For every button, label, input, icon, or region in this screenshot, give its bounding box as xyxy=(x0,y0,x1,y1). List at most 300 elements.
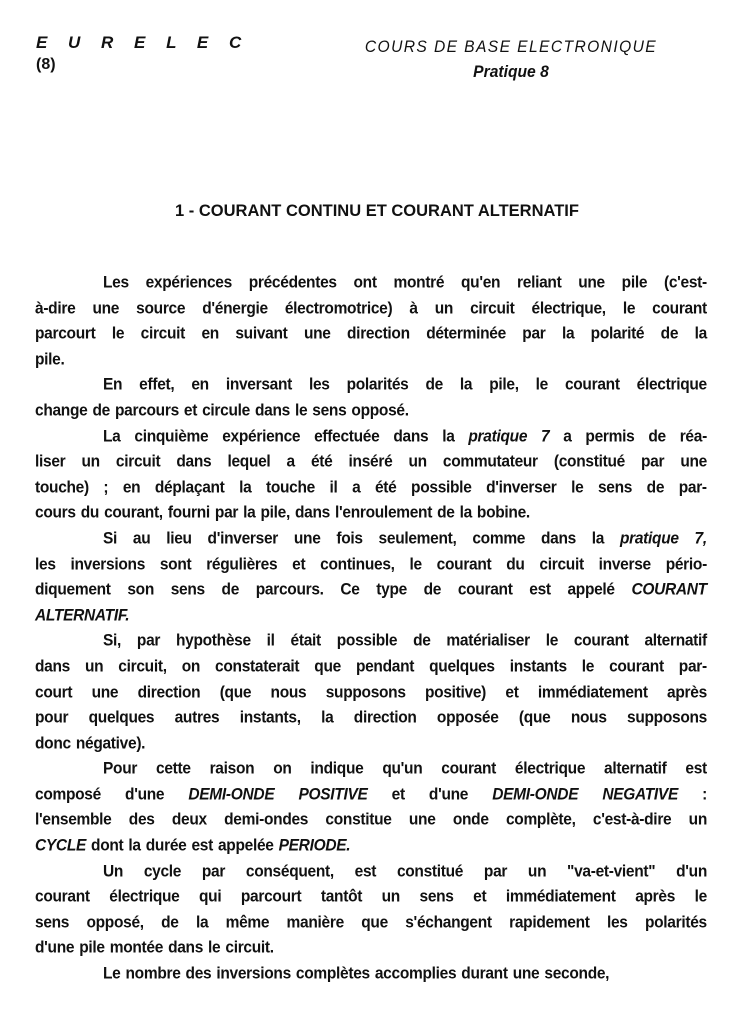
word: été xyxy=(310,452,333,471)
word: (que xyxy=(219,682,252,702)
word: été xyxy=(374,477,397,497)
word: possible xyxy=(336,631,398,651)
word: électrique xyxy=(514,759,586,779)
word: positive) xyxy=(425,682,487,702)
word: un xyxy=(688,810,707,830)
word: dans xyxy=(176,452,212,471)
word: commutateur xyxy=(442,452,538,471)
word: manière xyxy=(286,912,344,932)
word: bobine. xyxy=(476,503,530,523)
word: cinquième xyxy=(134,426,209,446)
emphasis-word: 7 xyxy=(541,426,550,446)
word: Ce xyxy=(340,580,360,599)
word: la xyxy=(195,912,209,932)
word: la xyxy=(561,324,575,344)
emphasis-word: COURANT xyxy=(631,580,707,599)
word: d'une xyxy=(125,784,165,804)
word: après xyxy=(635,887,676,907)
word: fois xyxy=(336,529,363,548)
word: circuit xyxy=(140,324,186,344)
word: seulement, xyxy=(378,529,457,548)
word: le xyxy=(294,401,308,420)
word: hypothèse xyxy=(175,631,251,651)
word: touche) xyxy=(35,477,89,497)
word: polarité xyxy=(590,324,645,344)
word: conséquent, xyxy=(245,861,334,881)
word: en xyxy=(191,375,209,395)
word: circuit, xyxy=(118,657,167,676)
word: la xyxy=(694,324,707,344)
word: c'est-à-dire xyxy=(592,810,672,830)
word: Pour xyxy=(103,759,138,779)
word: ont xyxy=(353,273,377,292)
word: cours xyxy=(35,503,76,523)
word: (que xyxy=(518,708,551,727)
word: pile, xyxy=(260,503,290,523)
word: le xyxy=(535,375,548,395)
word: cycle xyxy=(143,861,182,881)
word: est xyxy=(191,836,213,855)
word: pendant xyxy=(355,657,415,676)
word: constitué xyxy=(396,861,464,881)
word: est xyxy=(529,580,551,599)
section-title: 1 - COURANT CONTINU ET COURANT ALTERNATIF xyxy=(175,202,579,220)
emphasis-word: DEMI-ONDE xyxy=(188,784,275,804)
word: la xyxy=(239,477,252,497)
word: une xyxy=(303,324,331,344)
word: effectuée xyxy=(314,426,380,446)
word: rapidement xyxy=(509,912,590,932)
word: a xyxy=(286,452,295,471)
word: effet, xyxy=(139,375,175,395)
word: une xyxy=(91,682,119,702)
word: il xyxy=(266,631,275,651)
word: onde xyxy=(452,810,489,830)
word: après xyxy=(667,682,707,702)
word: de xyxy=(648,426,666,446)
word: on xyxy=(181,657,201,676)
word: courant xyxy=(652,298,707,318)
word: parcours xyxy=(114,401,179,420)
word: la xyxy=(128,836,141,855)
word: Les xyxy=(103,273,129,292)
word: opposé. xyxy=(351,401,409,420)
word: le xyxy=(571,477,584,497)
word: type xyxy=(376,580,407,599)
word: par xyxy=(483,861,508,881)
word: la xyxy=(321,708,334,727)
word: le xyxy=(545,631,559,651)
word: que xyxy=(361,912,388,932)
word: de xyxy=(646,477,665,497)
practice-label: Pratique 8 xyxy=(473,62,549,81)
word: son xyxy=(127,580,155,599)
word: parcours. xyxy=(255,580,324,599)
word: opposé, xyxy=(86,912,144,932)
word: alternatif xyxy=(644,631,707,651)
word: courant xyxy=(573,631,629,651)
word: immédiatement xyxy=(505,887,616,907)
word: était xyxy=(290,631,321,651)
word: que xyxy=(314,657,341,676)
word: donc xyxy=(35,733,71,753)
word: un xyxy=(381,887,400,907)
word: diquement xyxy=(35,580,111,599)
word: constaterait xyxy=(215,657,300,676)
word: accomplies xyxy=(374,964,457,983)
word: électromotrice) xyxy=(284,298,393,318)
word: d'inverser xyxy=(207,529,279,548)
word: raison xyxy=(209,759,255,779)
word: une xyxy=(92,298,120,318)
word: pile xyxy=(79,938,105,958)
word: sens xyxy=(170,580,205,599)
word: courant xyxy=(609,657,664,676)
word: on xyxy=(273,759,292,779)
word: courant xyxy=(35,887,90,907)
word: montré xyxy=(393,273,445,292)
word: des xyxy=(128,810,155,830)
word: polarités xyxy=(346,375,409,395)
word: de xyxy=(423,580,442,599)
word: sont xyxy=(159,554,192,574)
word: inversions xyxy=(70,554,146,574)
word: même xyxy=(225,912,270,932)
word: permis xyxy=(585,426,635,446)
word: expériences xyxy=(145,273,232,292)
word: composé xyxy=(35,784,101,804)
word: du xyxy=(80,503,100,523)
word: en xyxy=(122,477,141,497)
word: montée xyxy=(109,938,164,958)
text-line xyxy=(35,909,707,937)
text-line xyxy=(35,422,707,450)
text-line xyxy=(35,755,707,783)
word: demi-ondes xyxy=(224,810,309,830)
word: quelques xyxy=(429,657,495,676)
word: un xyxy=(408,452,427,471)
word: l'enroulement xyxy=(334,503,433,523)
word: la xyxy=(459,375,473,395)
word: parcourt xyxy=(35,324,96,344)
word: de xyxy=(161,912,179,932)
word: immédiatement xyxy=(537,682,648,702)
word: polarités xyxy=(644,912,707,932)
word: par- xyxy=(678,477,707,497)
word: alternatif xyxy=(604,759,667,779)
text-line xyxy=(35,371,707,399)
text-line xyxy=(35,934,707,962)
header-right xyxy=(350,34,672,84)
brand-name: E U R E L E C xyxy=(36,33,250,52)
word: la xyxy=(459,503,472,523)
word: : xyxy=(702,784,707,804)
word: de xyxy=(221,580,240,599)
word: déterminée xyxy=(426,324,506,344)
word: circuit xyxy=(115,452,161,471)
word: d'énergie xyxy=(202,298,268,318)
word: des xyxy=(185,964,212,983)
text-line xyxy=(35,346,707,374)
word: une xyxy=(578,273,605,292)
word: dans xyxy=(168,938,204,958)
text-line xyxy=(35,627,707,655)
word: fourni xyxy=(167,503,210,523)
course-title: COURS DE BASE ELECTRONIQUE xyxy=(364,37,658,56)
text-line xyxy=(35,704,707,732)
text-line xyxy=(35,448,707,476)
word: pile xyxy=(621,273,648,292)
word: direction xyxy=(353,708,417,727)
word: à-dire xyxy=(35,298,76,318)
word: touche xyxy=(265,477,315,497)
word: la xyxy=(591,529,605,548)
word: opposée xyxy=(436,708,499,727)
word: le xyxy=(622,298,636,318)
emphasis-word: POSITIVE xyxy=(298,784,368,804)
word: courant xyxy=(441,759,497,779)
word: pile, xyxy=(489,375,519,395)
word: Le xyxy=(103,964,121,983)
word: d'un xyxy=(676,861,707,881)
word: tantôt xyxy=(320,887,363,907)
header-left xyxy=(36,32,249,76)
word: (constitué xyxy=(553,452,625,471)
word: qu'en xyxy=(461,273,501,292)
word: d'une xyxy=(428,784,469,804)
word: constitue xyxy=(325,810,392,830)
word: inséré xyxy=(348,452,393,471)
word: et xyxy=(391,784,405,804)
word: sens xyxy=(35,912,70,932)
word: par xyxy=(201,861,226,881)
word: une xyxy=(512,964,540,983)
word: réa- xyxy=(679,426,707,446)
word: courant xyxy=(564,375,620,395)
word: "va-et-vient" xyxy=(567,861,656,881)
word: l'ensemble xyxy=(35,810,112,830)
word: circule xyxy=(202,401,250,420)
word: appelé xyxy=(567,580,615,599)
word: expérience xyxy=(222,426,301,446)
word: autres xyxy=(174,708,220,727)
word: dans xyxy=(295,503,330,523)
word: circuit xyxy=(470,298,515,318)
word: négative). xyxy=(75,733,146,753)
emphasis-word: pratique xyxy=(619,529,679,548)
word: appelée xyxy=(217,836,274,855)
word: a xyxy=(352,477,361,497)
text-line xyxy=(35,473,707,501)
word: a xyxy=(563,426,572,446)
word: électrique xyxy=(636,375,707,395)
word: et xyxy=(473,887,487,907)
word: lequel xyxy=(227,452,271,471)
text-line xyxy=(35,397,707,425)
word: inverse xyxy=(598,554,651,574)
word: direction xyxy=(347,324,410,344)
word: circuit xyxy=(539,554,584,574)
word: deux xyxy=(171,810,207,830)
word: qu'un xyxy=(382,759,423,779)
word: suivant xyxy=(235,324,288,344)
word: supposons xyxy=(325,682,406,702)
word: continues, xyxy=(320,554,395,574)
word: pile. xyxy=(35,349,65,369)
word: et xyxy=(292,554,306,574)
text-line xyxy=(35,883,707,911)
word: inversant xyxy=(225,375,293,395)
word: reliant xyxy=(517,273,562,292)
word: le xyxy=(694,887,707,907)
word: s'échangent xyxy=(405,912,492,932)
emphasis-word: pratique xyxy=(468,426,528,446)
word: supposons xyxy=(627,708,707,727)
text-line xyxy=(35,269,707,297)
word: pour xyxy=(35,708,69,727)
text-line xyxy=(35,576,707,604)
word: nous xyxy=(270,682,307,702)
emphasis-word: CYCLE xyxy=(35,836,87,855)
word: la xyxy=(243,503,256,523)
word: en xyxy=(201,324,219,344)
text-line xyxy=(35,525,707,553)
word: par xyxy=(522,324,546,344)
word: de xyxy=(660,324,679,344)
word: de xyxy=(413,631,431,651)
word: possible xyxy=(411,477,472,497)
emphasis-word: NEGATIVE xyxy=(602,784,679,804)
word: sens xyxy=(312,401,347,420)
text-line xyxy=(35,550,707,578)
word: courant xyxy=(436,554,492,574)
text-line xyxy=(35,320,707,348)
word: le xyxy=(111,324,125,344)
emphasis-word: PERIODE. xyxy=(278,836,351,855)
word: source xyxy=(136,298,186,318)
word: d'inverser xyxy=(486,477,557,497)
word: Un xyxy=(103,861,124,881)
word: une xyxy=(680,452,707,471)
word: Si xyxy=(103,529,118,548)
word: déplaçant xyxy=(154,477,225,497)
word: matérialiser xyxy=(446,631,530,651)
word: d'une xyxy=(35,938,75,958)
word: lieu xyxy=(166,529,192,548)
word: de xyxy=(92,401,110,420)
word: (c'est- xyxy=(663,273,707,292)
word: direction xyxy=(137,682,201,702)
emphasis-word: DEMI-ONDE xyxy=(492,784,579,804)
word: un xyxy=(81,452,100,471)
word: le xyxy=(208,938,221,958)
word: court xyxy=(35,682,73,702)
word: change xyxy=(35,401,88,420)
page-number: (8) xyxy=(36,56,56,73)
word: et xyxy=(505,682,519,702)
emphasis-word: ALTERNATIF. xyxy=(35,605,130,625)
text-line xyxy=(35,806,707,834)
word: le xyxy=(409,554,422,574)
word: par- xyxy=(678,657,707,676)
word: électrique, xyxy=(531,298,606,318)
word: inversions xyxy=(216,964,291,983)
word: parcourt xyxy=(240,887,302,907)
word: cette xyxy=(156,759,191,779)
word: et xyxy=(183,401,198,420)
word: dans xyxy=(254,401,290,420)
word: un xyxy=(84,657,104,676)
word: courant, xyxy=(104,503,163,523)
word: par xyxy=(136,631,161,651)
word: est xyxy=(354,861,377,881)
word: électrique xyxy=(109,887,180,907)
word: En xyxy=(103,375,123,395)
word: indique xyxy=(310,759,364,779)
text-line xyxy=(35,729,707,757)
word: du xyxy=(506,554,525,574)
word: quelques xyxy=(88,708,155,727)
word: un xyxy=(527,861,547,881)
text-line xyxy=(35,832,707,860)
word: durant xyxy=(461,964,508,983)
word: par xyxy=(214,503,239,523)
word: dans xyxy=(35,657,70,676)
word: il xyxy=(329,477,338,497)
word: dont xyxy=(91,836,124,855)
word: sens xyxy=(419,887,454,907)
text-line xyxy=(35,678,707,706)
word: complètes xyxy=(295,964,370,983)
word: le xyxy=(581,657,595,676)
text-line xyxy=(35,781,707,809)
word: circuit. xyxy=(225,938,274,958)
word: les xyxy=(606,912,628,932)
word: pério- xyxy=(665,554,707,574)
text-line xyxy=(35,960,707,988)
body-text xyxy=(35,270,707,987)
text-line xyxy=(35,499,707,527)
text-line xyxy=(35,653,707,681)
word: un xyxy=(434,298,454,318)
emphasis-word: 7, xyxy=(694,529,707,548)
word: courant xyxy=(457,580,513,599)
word: Si, xyxy=(103,631,122,651)
word: instants xyxy=(509,657,567,676)
word: nous xyxy=(570,708,607,727)
word: La xyxy=(103,426,121,446)
word: précédentes xyxy=(248,273,337,292)
word: complète, xyxy=(505,810,576,830)
text-line xyxy=(35,857,707,885)
word: régulières xyxy=(206,554,278,574)
word: durée xyxy=(145,836,187,855)
word: la xyxy=(442,426,455,446)
word: les xyxy=(35,554,56,574)
word: liser xyxy=(35,452,66,471)
word: une xyxy=(293,529,321,548)
word: à xyxy=(409,298,418,318)
word: comme xyxy=(472,529,526,548)
word: nombre xyxy=(125,964,181,983)
word: instants, xyxy=(239,708,301,727)
text-line xyxy=(35,601,707,629)
word: est xyxy=(685,759,707,779)
word: ; xyxy=(103,477,109,497)
word: sens xyxy=(597,477,633,497)
word: de xyxy=(425,375,443,395)
word: seconde, xyxy=(544,964,610,983)
